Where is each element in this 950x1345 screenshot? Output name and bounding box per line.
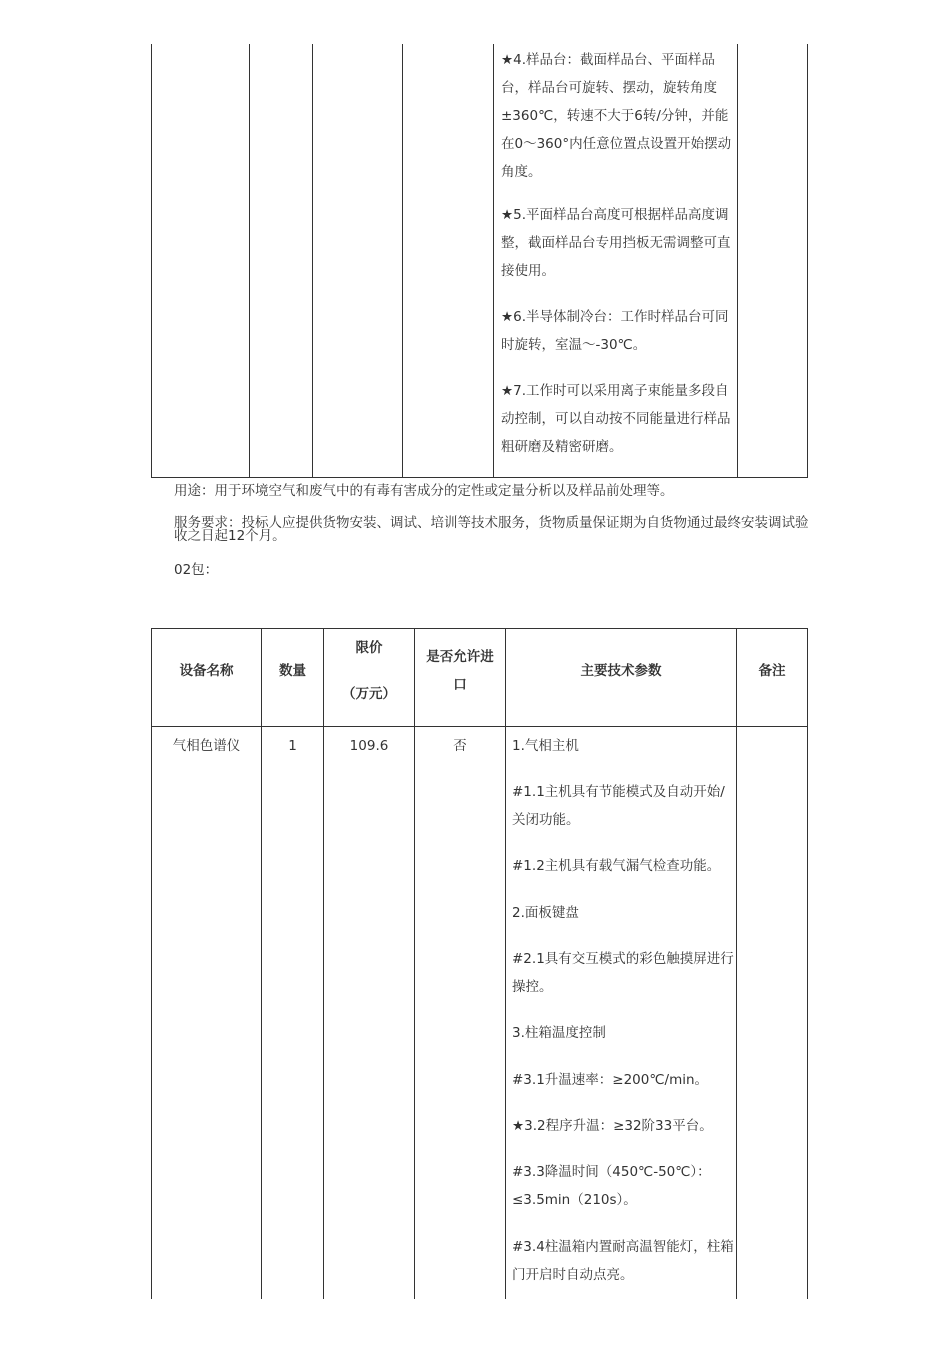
table-1-param-item: ★4.样品台：截面样品台、平面样品台，样品台可旋转、摆动，旋转角度±360℃，转速不大于6转/分钟，并能在0～360°内任意位置点设置开始摆动角度。 bbox=[501, 52, 732, 180]
param-item: #1.2主机具有载气漏气检查功能。 bbox=[512, 858, 721, 874]
param-item: 2.面板键盘 bbox=[512, 905, 579, 921]
param-item: #2.1具有交互模式的彩色触摸屏进行操控。 bbox=[512, 951, 734, 995]
table-2-border bbox=[151, 628, 152, 1299]
table-2-border bbox=[807, 628, 808, 1299]
table-1-border bbox=[807, 44, 808, 478]
cell-device-name: 气相色谱仪 bbox=[172, 738, 241, 754]
param-item: #3.1升温速率：≥200℃/min。 bbox=[512, 1072, 709, 1088]
table-1-param-item: ★5.平面样品台高度可根据样品高度调整，截面样品台专用挡板无需调整可直接使用。 bbox=[501, 207, 731, 279]
table-1-bottom-border bbox=[151, 477, 808, 478]
param-item: #3.3降温时间（450℃-50℃）：≤3.5min（210s）。 bbox=[512, 1164, 711, 1208]
param-item: 1.气相主机 bbox=[512, 738, 579, 754]
table-2-divider bbox=[261, 628, 262, 1299]
header-quantity: 数量 bbox=[279, 663, 306, 679]
param-item: ★3.2程序升温：≥32阶33平台。 bbox=[512, 1118, 713, 1134]
header-price-line1: 限价 bbox=[355, 640, 383, 656]
table-2-top-border bbox=[151, 628, 808, 629]
table-1-param-item: ★6.半导体制冷台：工作时样品台可同时旋转，室温～-30℃。 bbox=[501, 309, 729, 353]
service-requirements-text: 服务要求：投标人应提供货物安装、调试、培训等技术服务，货物质量保证期为自货物通过最终安装调试验收之日起12个月。 bbox=[174, 515, 809, 544]
table-2-header-divider bbox=[151, 726, 808, 727]
header-price-limit bbox=[324, 634, 414, 708]
header-price-line2: （万元） bbox=[342, 686, 396, 702]
table-1-divider bbox=[737, 44, 738, 478]
param-item: 3.柱箱温度控制 bbox=[512, 1025, 606, 1041]
param-item: #1.1主机具有节能模式及自动开始/关闭功能。 bbox=[512, 784, 725, 828]
table-1-divider bbox=[402, 44, 403, 478]
table-1-divider bbox=[312, 44, 313, 478]
table-2-divider bbox=[505, 628, 506, 1299]
header-import-line2: 口 bbox=[453, 677, 467, 693]
table-2-divider bbox=[323, 628, 324, 1299]
header-device-name: 设备名称 bbox=[179, 663, 234, 679]
usage-text: 用途：用于环境空气和废气中的有毒有害成分的定性或定量分析以及样品前处理等。 bbox=[174, 483, 674, 499]
table-1-border bbox=[151, 44, 152, 478]
cell-price: 109.6 bbox=[349, 738, 389, 754]
header-import-allowed bbox=[415, 643, 505, 699]
header-import-line1: 是否允许进 bbox=[426, 649, 494, 665]
table-2-divider bbox=[414, 628, 415, 1299]
package-label: 02包： bbox=[174, 562, 219, 578]
header-remark: 备注 bbox=[758, 663, 786, 679]
cell-quantity: 1 bbox=[288, 738, 297, 754]
table-1-divider bbox=[249, 44, 250, 478]
header-main-params: 主要技术参数 bbox=[580, 663, 662, 679]
table-2-divider bbox=[736, 628, 737, 1299]
param-item: #3.4柱温箱内置耐高温智能灯，柱箱门开启时自动点亮。 bbox=[512, 1239, 734, 1283]
table-1-param-item: ★7.工作时可以采用离子束能量多段自动控制，可以自动按不同能量进行样品粗研磨及精密研磨。 bbox=[501, 383, 731, 455]
cell-import: 否 bbox=[453, 738, 467, 754]
table-1-divider bbox=[493, 44, 494, 478]
